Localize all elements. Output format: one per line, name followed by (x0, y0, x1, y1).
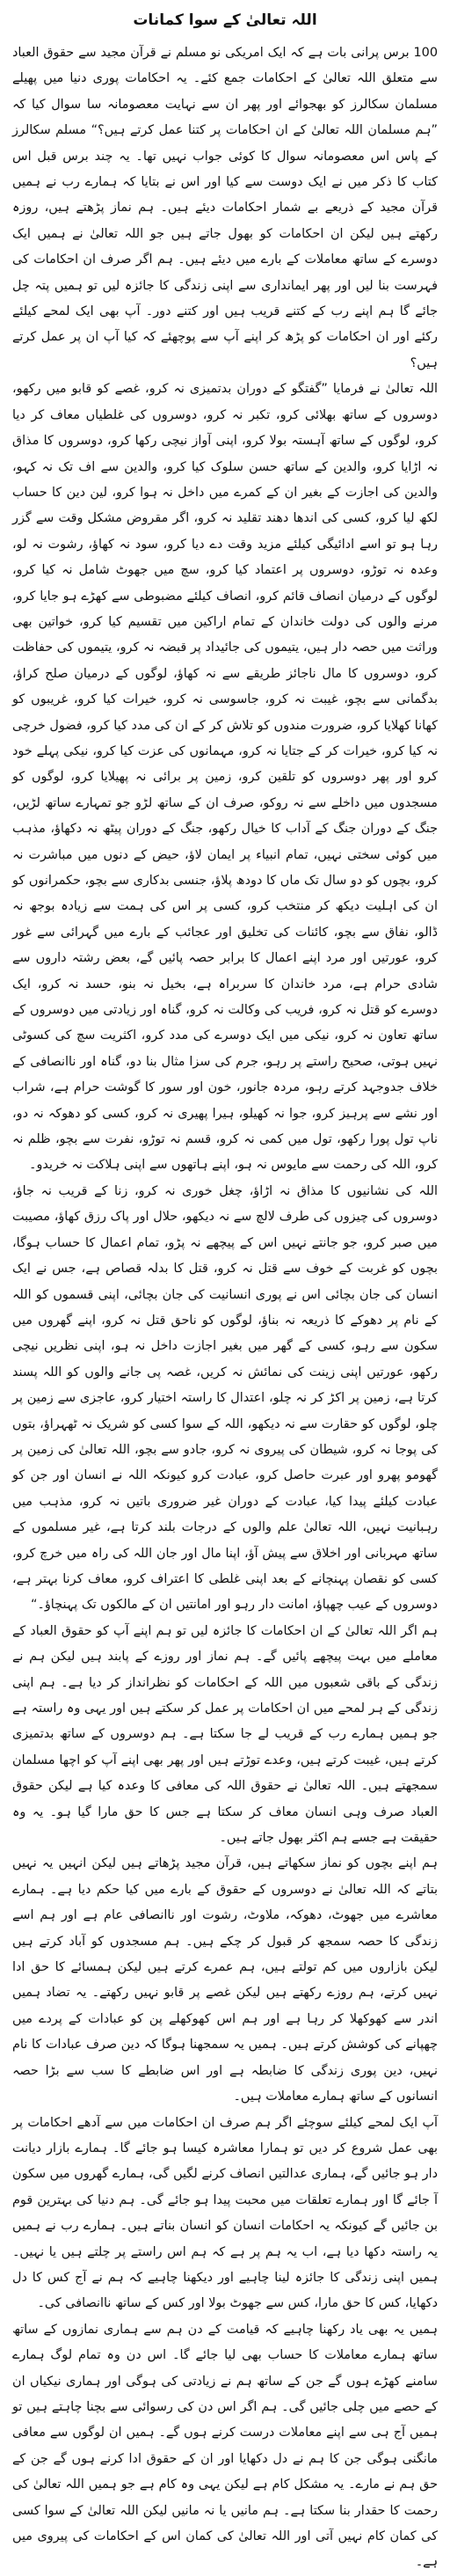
article-paragraph: آپ ایک لمحے کیلئے سوچئے اگر ہم صرف ان احکامات میں سے آدھے احکامات پر بھی عمل شروع کر دیں تو ہمارا معاشرہ کیسا ہو جائے گا۔ ہمارے بازار دیانت دار ہو جائیں گے، ہماری عدالتیں انصاف کرنے لگیں گی، ہمارے گھروں میں سکون آ جائے گا اور ہمارے تعلقات میں محبت پیدا ہو جائے گی۔ ہم دنیا کی بہترین قوم بن جائیں گے کیونکہ یہ احکامات انسان کو انسان بناتے ہیں۔ ہمارے رب نے ہمیں یہ راستہ دکھا دیا ہے، اب یہ ہم پر ہے کہ ہم اس راستے پر چلتے ہیں یا نہیں۔ ہمیں اپنی زندگی کا جائزہ لینا چاہیے اور دیکھنا چاہیے کہ ہم نے آج کس کا دل دکھایا، کس کا حق مارا، کس سے جھوٹ بولا اور کس کے ساتھ ناانصافی کی۔ (12, 2115, 438, 2311)
article-paragraph: ہمیں یہ بھی یاد رکھنا چاہیے کہ قیامت کے دن ہم سے ہماری نمازوں کے ساتھ ساتھ ہمارے معاملات کا حساب بھی لیا جائے گا۔ اس دن وہ تمام لوگ ہمارے سامنے کھڑے ہوں گے جن کے ساتھ ہم نے زیادتی کی ہوگی اور ہماری نیکیاں ان کے حصے میں چلی جائیں گی۔ ہم اگر اس دن کی رسوائی سے بچنا چاہتے ہیں تو ہمیں آج ہی سے اپنے معاملات درست کرنے ہوں گے۔ ہمیں ان لوگوں سے معافی مانگنی ہوگی جن کا ہم نے دل دکھایا اور ان کے حقوق ادا کرنے ہوں گے جن کے حق ہم نے مارے۔ یہ مشکل کام ہے لیکن یہی وہ کام ہے جو ہمیں اللہ تعالیٰ کی رحمت کا حقدار بنا سکتا ہے۔ ہم مانیں یا نہ مانیں لیکن اللہ تعالیٰ کے سوا کسی کی کمان کام نہیں آتی اور اللہ تعالیٰ کی کمان اس کے احکامات کی پیروی میں ہے۔ (12, 2322, 438, 2570)
article-paragraph: 100 برس پرانی بات ہے کہ ایک امریکی نو مسلم نے قرآن مجید سے حقوق العباد سے متعلق اللہ تعالیٰ کے احکامات جمع کئے۔ یہ احکامات پوری دنیا میں پھیلے مسلمان سکالرز کو بھجوائے اور پھر ان سے نہایت معصومانہ سا سوال کیا کہ ”ہم مسلمان اللہ تعالیٰ کے ان احکامات پر کتنا عمل کرتے ہیں؟“ مسلم سکالرز کے پاس اس معصومانہ سوال کا کوئی جواب نہیں تھا۔ یہ چند برس قبل اس کتاب کا ذکر میں نے ایک دوست سے کیا اور اس نے بتایا کہ ہمارے رب نے ہمیں قرآن مجید کے ذریعے بے شمار احکامات دیئے ہیں۔ ہم نماز پڑھتے ہیں، روزہ رکھتے ہیں لیکن ان احکامات کو بھول جاتے ہیں جو اللہ تعالیٰ نے ہمیں ایک دوسرے کے ساتھ معاملات کے بارے میں دیئے ہیں۔ ہم اگر صرف ان احکامات کی فہرست بنا لیں اور پھر ایمانداری سے اپنی زندگی کا جائزہ لیں تو ہمیں پتہ چل جائے گا ہم اپنے رب کے کتنے قریب ہیں اور کتنے دور۔ آپ بھی ایک لمحے کیلئے رکئے اور ان احکامات کو پڑھ کر اپنے آپ سے پوچھئے کہ کیا آپ ان پر عمل کرتے ہیں؟ (12, 46, 438, 370)
article-paragraph: ہم اگر اللہ تعالیٰ کے ان احکامات کا جائزہ لیں تو ہم اپنے آپ کو حقوق العباد کے معاملے میں بہت پیچھے پائیں گے۔ ہم نماز اور روزے کے پابند ہیں لیکن ہم نے زندگی کے باقی شعبوں میں اللہ کے احکامات کو نظرانداز کر دیا ہے۔ ہم اپنی زندگی کے ہر لمحے میں ان احکامات پر عمل کر سکتے ہیں اور یہی وہ راستہ ہے جو ہمیں ہمارے رب کے قریب لے جا سکتا ہے۔ ہم دوسروں کے ساتھ بدتمیزی کرتے ہیں، غیبت کرتے ہیں، وعدے توڑتے ہیں اور پھر بھی اپنے آپ کو اچھا مسلمان سمجھتے ہیں۔ اللہ تعالیٰ نے حقوق اللہ کی معافی کا وعدہ کیا ہے لیکن حقوق العباد صرف وہی انسان معاف کر سکتا ہے جس کا حق مارا گیا ہو۔ یہ وہ حقیقت ہے جسے ہم اکثر بھول جاتے ہیں۔ (12, 1623, 438, 1846)
article-paragraph: اللہ تعالیٰ نے فرمایا ”گفتگو کے دوران بدتمیزی نہ کرو، غصے کو قابو میں رکھو، دوسروں کے ساتھ بھلائی کرو، تکبر نہ کرو، دوسروں کی غلطیاں معاف کر دیا کرو، لوگوں کے ساتھ آہستہ بولا کرو، اپنی آواز نیچی رکھا کرو، دوسروں کا مذاق نہ اڑایا کرو، والدین کے ساتھ حسن سلوک کیا کرو، والدین سے اف تک نہ کہو، والدین کی اجازت کے بغیر ان کے کمرے میں داخل نہ ہوا کرو، لین دین کا حساب لکھ لیا کرو، کسی کی اندھا دھند تقلید نہ کرو، اگر مقروض مشکل وقت سے گزر رہا ہو تو اسے ادائیگی کیلئے مزید وقت دے دیا کرو، سود نہ کھاؤ، رشوت نہ لو، وعدہ نہ توڑو، دوسروں پر اعتماد کیا کرو، سچ میں جھوٹ شامل نہ کیا کرو، لوگوں کے درمیان انصاف قائم کرو، انصاف کیلئے مضبوطی سے کھڑے ہو جایا کرو، مرنے والوں کی دولت خاندان کے تمام اراکین میں تقسیم کیا کرو، خواتین بھی وراثت میں حصہ دار ہیں، یتیموں کی جائیداد پر قبضہ نہ کرو، یتیموں کی حفاظت کرو، دوسروں کا مال ناجائز طریقے سے نہ کھاؤ، لوگوں کے درمیان صلح کراؤ، بدگمانی سے بچو، غیبت نہ کرو، جاسوسی نہ کرو، خیرات کیا کرو، غریبوں کو کھانا کھلایا کرو، ضرورت مندوں کو تلاش کر کے ان کی مدد کیا کرو، فضول خرچی نہ کیا کرو، خیرات کر کے جتایا نہ کرو، مہمانوں کی عزت کیا کرو، نیکی پہلے خود کرو اور پھر دوسروں کو تلقین کرو، زمین پر برائی نہ پھیلایا کرو، لوگوں کو مسجدوں میں داخلے سے نہ روکو، صرف ان کے ساتھ لڑو جو تمہارے ساتھ لڑیں، جنگ کے دوران جنگ کے آداب کا خیال رکھو، جنگ کے دوران پیٹھ نہ دکھاؤ، مذہب میں کوئی سختی نہیں، تمام انبیاء پر ایمان لاؤ، حیض کے دنوں میں مباشرت نہ کرو، بچوں کو دو سال تک ماں کا دودھ پلاؤ، جنسی بدکاری سے بچو، حکمرانوں کو ان کی اہلیت دیکھ کر منتخب کرو، کسی پر اس کی ہمت سے زیادہ بوجھ نہ ڈالو، نفاق سے بچو، کائنات کی تخلیق اور عجائب کے بارے میں گہرائی سے غور کرو، عورتیں اور مرد اپنے اعمال کا برابر حصہ پائیں گے، بعض رشتہ داروں سے شادی حرام ہے، مرد خاندان کا سربراہ ہے، بخیل نہ بنو، حسد نہ کرو، ایک دوسرے کو قتل نہ کرو، فریب کی وکالت نہ کرو، گناہ اور زیادتی میں دوسروں کے ساتھ تعاون نہ کرو، نیکی میں ایک دوسرے کی مدد کرو، اکثریت سچ کی کسوٹی نہیں ہوتی، صحیح راستے پر رہو، جرم کی سزا مثال بنا دو، گناہ اور ناانصافی کے خلاف جدوجہد کرتے رہو، مردہ جانور، خون اور سور کا گوشت حرام ہے، شراب اور نشے سے پرہیز کرو، جوا نہ کھیلو، ہیرا پھیری نہ کرو، کسی کو دھوکہ نہ دو، ناپ تول پورا رکھو، تول میں کمی نہ کرو، قسم نہ توڑو، نفرت سے بچو، ظلم نہ کرو، اللہ کی رحمت سے مایوس نہ ہو، اپنے ہاتھوں سے اپنی ہلاکت نہ خریدو۔ (12, 382, 438, 1173)
article-paragraph: اللہ کی نشانیوں کا مذاق نہ اڑاؤ، چغل خوری نہ کرو، زنا کے قریب نہ جاؤ، دوسروں کی چیزوں کی طرف لالچ سے نہ دیکھو، حلال اور پاک رزق کھاؤ، مصیبت میں صبر کرو، جو جانتے نہیں اس کے پیچھے نہ پڑو، تمام اعمال کا حساب ہوگا، بچوں کو غربت کے خوف سے قتل نہ کرو، قتل کا بدلہ قصاص ہے، جس نے ایک انسان کی جان بچائی اس نے پوری انسانیت کی جان بچائی، اپنی قسموں کو اللہ کے نام پر دھوکے کا ذریعہ نہ بناؤ، لوگوں کو ناحق قتل نہ کرو، اپنے گھروں میں سکون سے رہو، کسی کے گھر میں بغیر اجازت داخل نہ ہو، اپنی نظریں نیچی رکھو، عورتیں اپنی زینت کی نمائش نہ کریں، غصہ پی جانے والوں کو اللہ پسند کرتا ہے، زمین پر اکڑ کر نہ چلو، اعتدال کا راستہ اختیار کرو، عاجزی سے زمین پر چلو، لوگوں کو حقارت سے نہ دیکھو، اللہ کے سوا کسی کو شریک نہ ٹھہراؤ، بتوں کی پوجا نہ کرو، شیطان کی پیروی نہ کرو، جادو سے بچو، اللہ تعالیٰ کی زمین پر گھومو پھرو اور عبرت حاصل کرو، عبادت کرو کیونکہ اللہ نے انسان اور جن کو عبادت کیلئے پیدا کیا، عبادت کے دوران غیر ضروری باتیں نہ کرو، مذہب میں رہبانیت نہیں، اللہ تعالیٰ علم والوں کے درجات بلند کرتا ہے، غیر مسلموں کے ساتھ مہربانی اور اخلاق سے پیش آؤ، اپنا مال اور جان اللہ کی راہ میں خرچ کرو، کسی کو نقصان پہنچانے کے بعد اپنی غلطی کا اعتراف کرو، معاف کرنا بہتر ہے، دوسروں کے عیب چھپاؤ، امانت دار رہو اور امانتیں ان کے مالکوں تک پہنچاؤ۔“ (12, 1183, 438, 1613)
article-paragraph: ہم اپنے بچوں کو نماز سکھاتے ہیں، قرآن مجید پڑھاتے ہیں لیکن انہیں یہ نہیں بتاتے کہ اللہ تعالیٰ نے دوسروں کے حقوق کے بارے میں کیا حکم دیا ہے۔ ہمارے معاشرے میں جھوٹ، دھوکہ، ملاوٹ، رشوت اور ناانصافی عام ہے اور ہم اسے زندگی کا حصہ سمجھ کر قبول کر چکے ہیں۔ ہم مسجدوں کو آباد کرتے ہیں لیکن بازاروں میں کم تولتے ہیں، ہم عمرے کرتے ہیں لیکن ہمسائے کا حق ادا نہیں کرتے، ہم روزے رکھتے ہیں لیکن غصے پر قابو نہیں رکھتے۔ یہ تضاد ہمیں اندر سے کھوکھلا کر رہا ہے اور ہم اس کھوکھلے پن کو عبادات کے پردے میں چھپانے کی کوشش کرتے ہیں۔ ہمیں یہ سمجھنا ہوگا کہ دین صرف عبادات کا نام نہیں، دین پوری زندگی کا ضابطہ ہے اور اس ضابطے کا سب سے بڑا حصہ انسانوں کے ساتھ ہمارے معاملات ہیں۔ (12, 1856, 438, 2104)
article-title: اللہ تعالیٰ کے سوا کمانات (133, 11, 317, 29)
